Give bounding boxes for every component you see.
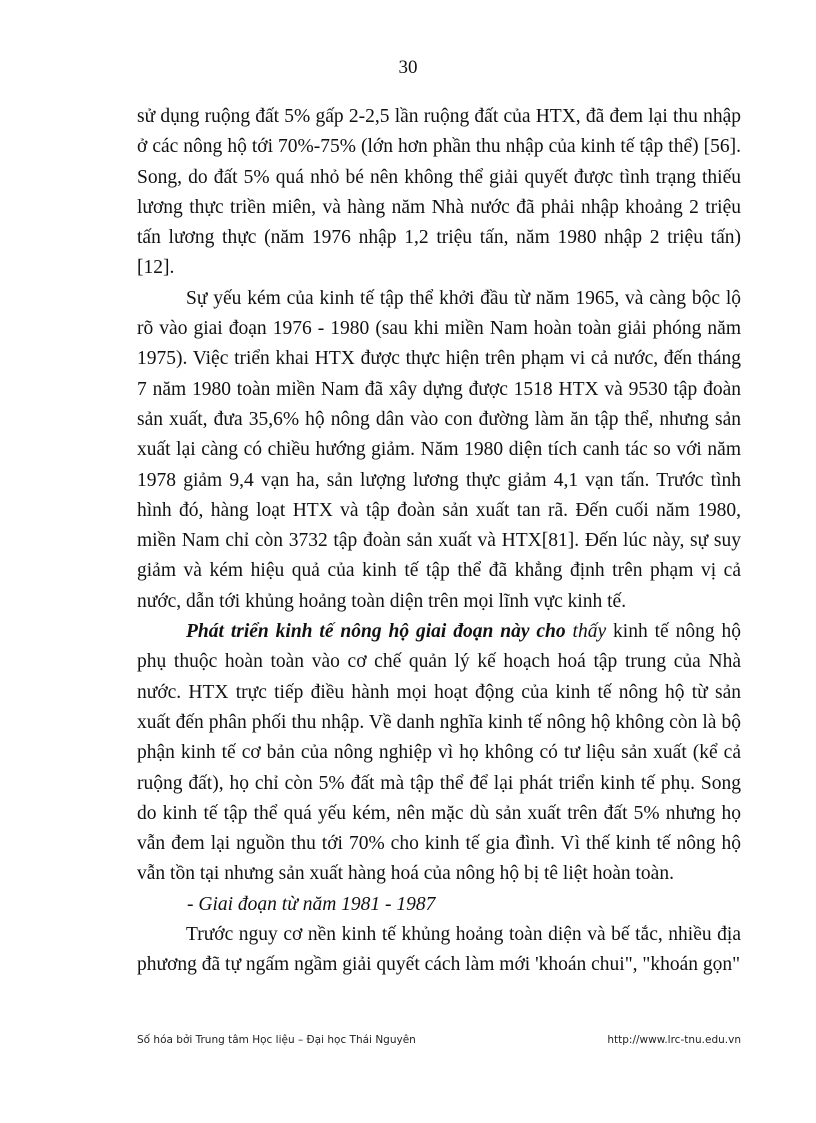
- paragraph-lead-bold: Phát triển kinh tế nông hộ giai đoạn này cho: [186, 621, 566, 643]
- page-number: 30: [398, 57, 418, 78]
- section-heading: - Giai đoạn từ năm 1981 - 1987: [187, 893, 436, 915]
- paragraph-household-economy: [137, 617, 741, 890]
- paragraph-lead-italic: thấy: [572, 621, 607, 643]
- paragraph-body: kinh tế nông hộ phụ thuộc hoàn toàn vào cơ chế quản lý kế hoạch hoá tập trung của Nhà nước. HTX trực tiếp điều hành mọi hoạt động của kinh tế nông hộ từ sản xuất đến phân phối thu nhập. Về danh nghĩa kinh tế nông hộ không còn là bộ phận kinh tế cơ bản của nông nghiệp vì họ không có tư liệu sản xuất (kể cả ruộng đất), họ chỉ còn 5% đất mà tập thể để lại phát triển kinh tế phụ. Song do kinh tế tập thể quá yếu kém, nên mặc dù sản xuất trên đất 5% nhưng họ vẫn đem lại nguồn thu tới 70% cho kinh tế gia đình. Vì thế kinh tế nông hộ vẫn tồn tại nhưng sản xuất hàng hoá của nông hộ bị tê liệt hoàn toàn.: [137, 621, 741, 885]
- paragraph-collective-economy: Sự yếu kém của kinh tế tập thể khởi đầu từ năm 1965, và càng bộc lộ rõ vào giai đoạn 1976 - 1980 (sau khi miền Nam hoàn toàn giải phóng năm 1975). Việc triển khai HTX được thực hiện trên phạm vi cả nước, đến tháng 7 năm 1980 toàn miền Nam đã xây dựng được 1518 HTX và 9530 tập đoàn sản xuất, đưa 35,6% hộ nông dân vào con đường làm ăn tập thể, nhưng sản xuất lại càng có chiều hướng giảm. Năm 1980 diện tích canh tác so với năm 1978 giảm 9,4 vạn ha, sản lượng lương thực giảm 4,1 vạn tấn. Trước tình hình đó, hàng loạt HTX và tập đoàn sản xuất tan rã. Đến cuối năm 1980, miền Nam chỉ còn 3732 tập đoàn sản xuất và HTX[81]. Đến lúc này, sự suy giảm và kém hiệu quả của kinh tế tập thể đã khẳng định trên phạm vị cả nước, dẫn tới khủng hoảng toàn diện trên mọi lĩnh vực kinh tế.: [137, 287, 741, 612]
- footer-source: Số hóa bởi Trung tâm Học liệu – Đại học Thái Nguyên: [137, 1034, 416, 1046]
- paragraph-continued: sử dụng ruộng đất 5% gấp 2-2,5 lần ruộng đất của HTX, đã đem lại thu nhập ở các nông hộ tới 70%-75% (lớn hơn phần thu nhập của kinh tế tập thể) [56]. Song, do đất 5% quá nhỏ bé nên không thể giải quyết được tình trạng thiếu lương thực triền miên, và hàng năm Nhà nước đã phải nhập khoảng 2 triệu tấn lương thực (năm 1976 nhập 1,2 triệu tấn, năm 1980 nhập 2 triệu tấn) [12].: [137, 106, 741, 279]
- footer-url: http://www.lrc-tnu.edu.vn: [607, 1034, 741, 1046]
- document-body: [137, 102, 741, 981]
- paragraph-crisis: Trước nguy cơ nền kinh tế khủng hoảng toàn diện và bế tắc, nhiều địa phương đã tự ngấm ngầm giải quyết cách làm mới 'khoán chui", "khoán gọn": [137, 924, 741, 976]
